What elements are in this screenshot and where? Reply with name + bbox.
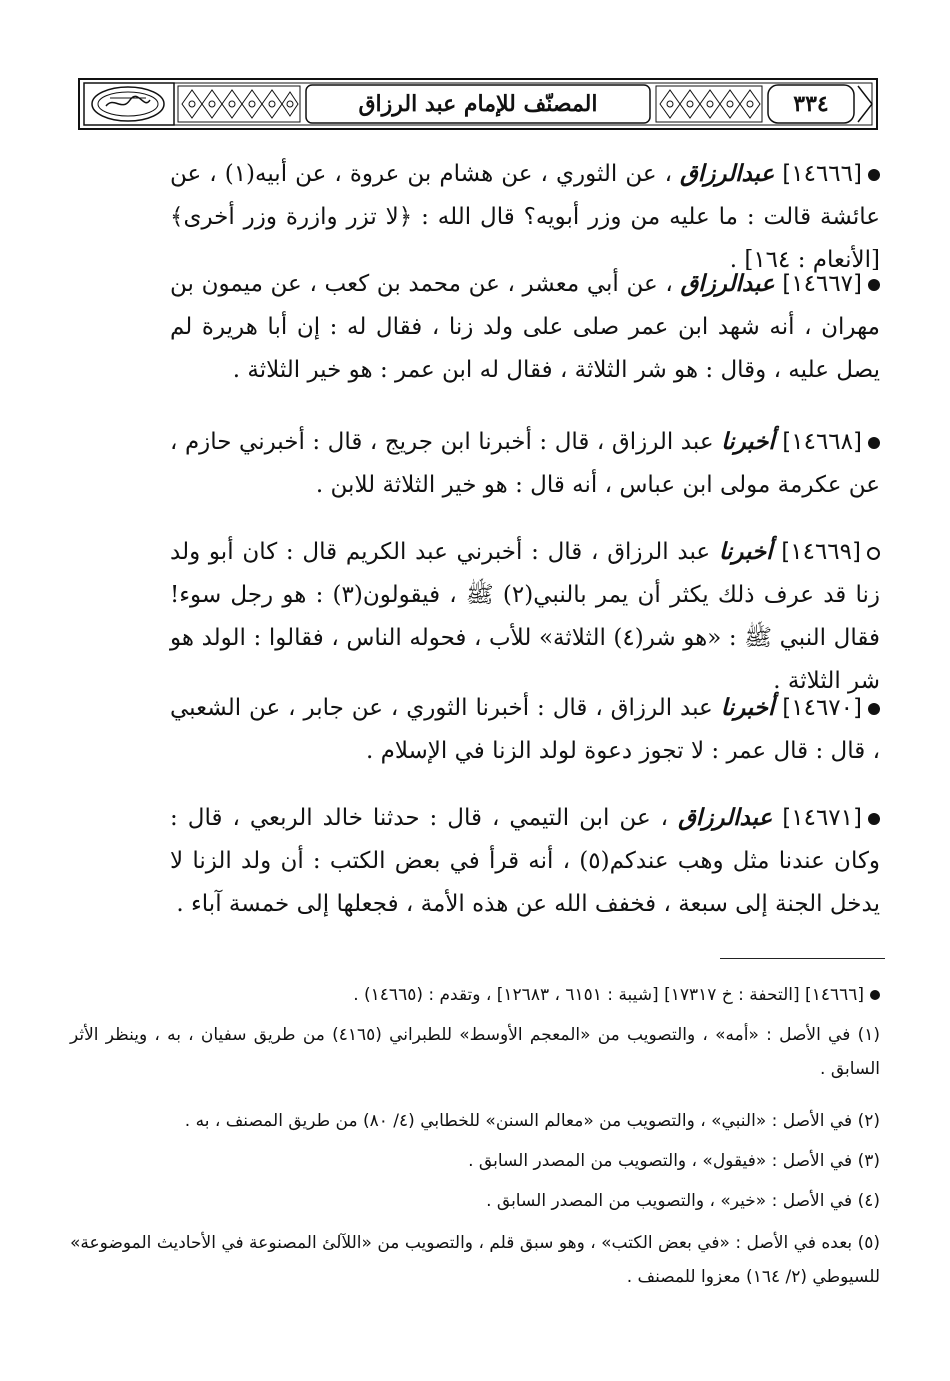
entry-lead: عبدالرزاق [680, 270, 775, 297]
entry-marker-filled [868, 703, 880, 715]
footnote-3: (٣) في الأصل : «فيقول» ، والتصويب من المصدر السابق . [468, 1151, 880, 1171]
entry-marker-filled [868, 437, 880, 449]
book-title: المصنّف للإمام عبد الرزاق [358, 91, 598, 117]
page-number: ٣٣٤ [793, 91, 829, 117]
entry-number: [١٤٦٦٦] [782, 161, 862, 187]
entry-lead: أخبرنا [721, 428, 775, 455]
footnote-marker [870, 990, 880, 1000]
entry-lead: عبدالرزاق [678, 804, 773, 831]
entry-marker-hollow [867, 547, 880, 560]
entry-text: ، عن أبي معشر ، عن محمد بن كعب ، عن ميمون بن مهران ، أنه شهد ابن عمر صلى على ولد زنا ، فقال له : إن أبا هريرة لم يصل عليه ، وقال : هو شر الثلاثة ، فقال له ابن عمر : هو خير الثلاثة . [170, 271, 880, 383]
entry-marker-filled [868, 279, 880, 291]
entry-number: [١٤٦٦٨] [782, 429, 862, 455]
entry-14669 [170, 530, 880, 703]
entry-text: ، عن الثوري ، عن هشام بن عروة ، عن أبيه(١) ، عن عائشة قالت : ما عليه من وزر أبويه؟ قال الله : ﴿لا تزر وازرة وزر أخرى﴾ [الأنعام : ١٦٤] . [170, 161, 880, 273]
entry-lead: أخبرنا [718, 538, 773, 565]
entry-text: ، عن ابن التيمي ، قال : حدثنا خالد الربعي ، قال : وكان عندنا مثل وهب عندكم(٥) ، أنه قرأ في بعض الكتب : أن ولد الزنا لا يدخل الجنة إلى سبعة ، فخفف الله عن هذه الأمة ، فجعلها إلى خمسة آباء . [170, 805, 881, 917]
entry-number: [١٤٦٧٠] [782, 695, 863, 721]
running-header [78, 78, 878, 130]
entry-number: [١٤٦٧١] [782, 805, 862, 831]
footnote-1: (١) في الأصل : «أمه» ، والتصويب من «المعجم الأوسط» للطبراني (٤١٦٥) من طريق سفيان ، به ، وينظر الأثر السابق . [70, 1025, 880, 1079]
entry-14668 [170, 420, 880, 507]
footnote-2: (٢) في الأصل : «النبي» ، والتصويب من «معالم السنن» للخطابي (٤/ ٨٠) من طريق المصنف ، به . [184, 1111, 880, 1131]
seal-emblem [84, 82, 172, 126]
entry-lead: أخبرنا [720, 694, 775, 721]
entry-14667 [170, 262, 880, 392]
footnote-5: (٥) بعده في الأصل : «في بعض الكتب» ، وهو سبق قلم ، والتصويب من «اللآلئ المصنوعة في الأحاديث الموضوعة» للسيوطي (٢/ ١٦٤) معزوا للمصنف . [70, 1233, 880, 1287]
entry-text: عبد الرزاق ، قال : أخبرنا ابن جريج ، قال : أخبرني حازم ، عن عكرمة مولى ابن عباس ، أنه قال : هو خير الثلاثة للابن . [170, 429, 880, 498]
entry-marker-filled [868, 169, 880, 181]
entry-text: عبد الرزاق ، قال : أخبرني عبد الكريم قال : كان أبو ولد زنا قد عرف ذلك يكثر أن يمر بالنبي(٢) ﷺ ، فيقولون(٣) : هو رجل سوء! فقال النبي ﷺ : «هو شر(٤) الثلاثة» للأب ، فحوله الناس ، فقالوا : الولد هو شر الثلاثة . [170, 539, 881, 694]
footnote-text: [١٤٦٦٦] [التحفة : خ ١٧٣١٧] [شيبة : ٦١٥١ ، ١٢٦٨٣] ، وتقدم : (١٤٦٦٥) . [353, 985, 864, 1005]
entry-lead: عبدالرزاق [680, 160, 775, 187]
entry-number: [١٤٦٦٩] [781, 539, 862, 565]
footnote-source [70, 978, 880, 1012]
footnote-4: (٤) في الأصل : «خير» ، والتصويب من المصدر السابق . [486, 1191, 880, 1211]
entry-marker-filled [868, 813, 880, 825]
entry-14671 [170, 796, 880, 926]
entry-text: عبد الرزاق ، قال : أخبرنا الثوري ، عن جابر ، عن الشعبي ، قال : قال عمر : لا تجوز دعوة لولد الزنا في الإسلام . [170, 695, 880, 764]
footnote-separator [720, 958, 885, 959]
entry-14670 [170, 686, 880, 773]
entry-number: [١٤٦٦٧] [782, 271, 863, 297]
